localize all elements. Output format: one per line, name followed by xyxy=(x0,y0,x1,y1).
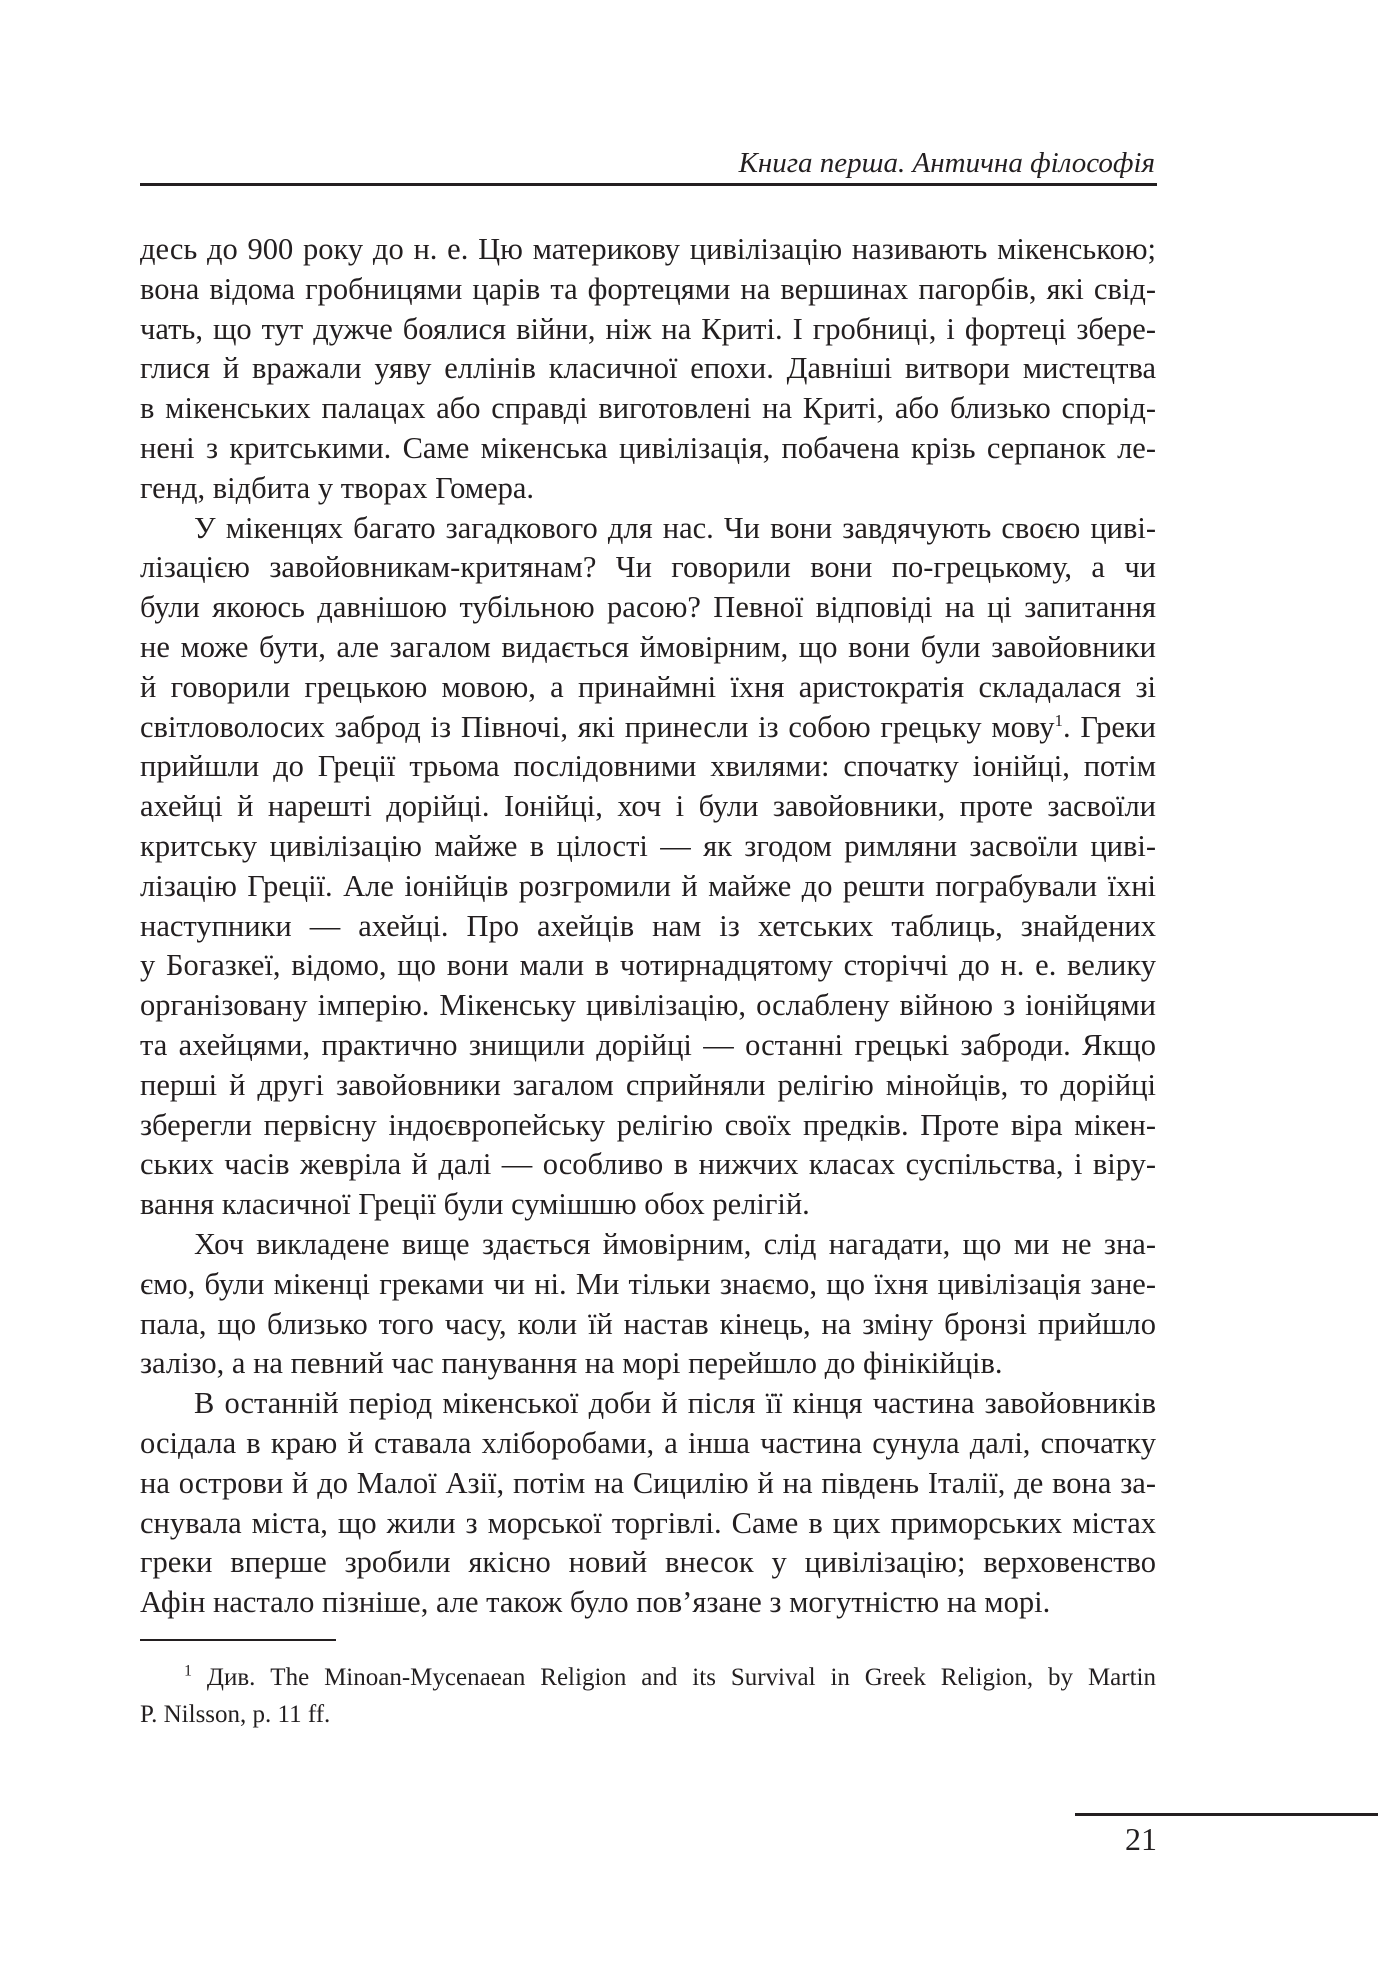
text-line: та ахейцями, практично знищили дорійці — останні грецькі заброди. Якщо xyxy=(140,1027,1156,1062)
text-line: снувала міста, що жили з морської торгівлі. Саме в цих приморських містах xyxy=(140,1505,1156,1540)
text-line: вання класичної Греції були сумішшю обох релігій. xyxy=(140,1187,810,1222)
footnote xyxy=(140,1659,1156,1733)
footnote-mark: 1 xyxy=(184,1662,192,1680)
text-line: наступники — ахейці. Про ахейців нам із хетських таблиць, знайдених xyxy=(140,908,1156,943)
text-line: У мікенцях багато загадкового для нас. Чи вони завдячують своєю циві- xyxy=(194,510,1156,545)
text-line: ахейці й нарешті дорійці. Іонійці, хоч і були завойовники, проте засвоїли xyxy=(140,789,1156,824)
footnote-rule xyxy=(140,1639,336,1641)
page-number: 21 xyxy=(1125,1821,1157,1857)
text-line: лізацію Греції. Але іонійців розгромили й майже до решти пограбували їхні xyxy=(140,868,1156,903)
text-segment: . Греки xyxy=(1063,709,1157,744)
text-line: десь до 900 року до н. е. Цю материкову цивілізацію називають мікенською; xyxy=(140,232,1156,266)
footnote-line xyxy=(140,1659,1156,1696)
text-line: критську цивілізацію майже в цілості — як згодом римляни засвоїли циві- xyxy=(140,828,1156,863)
text-line: організовану імперію. Мікенську цивілізацію, ослаблену війною з іонійцями xyxy=(140,988,1156,1023)
footnote-reference[interactable]: 1 xyxy=(1054,710,1063,730)
text-line: вона відома гробницями царів та фортецями на вершинах пагорбів, які свід- xyxy=(140,271,1156,306)
text-line: пала, що близько того часу, коли їй настав кінець, на зміну бронзі прийшло xyxy=(140,1306,1156,1341)
text-line: чать, що тут дужче боялися війни, ніж на Криті. І гробниці, і фортеці збере- xyxy=(140,311,1156,346)
text-line-with-footnote xyxy=(140,708,1156,748)
text-line: Афін настало пізніше, але також було пов’язане з могутністю на морі. xyxy=(140,1585,1051,1620)
text-line: перші й другі завойовники загалом сприйняли релігію мінойців, то дорійці xyxy=(140,1067,1156,1102)
text-line: лізацією завойовникам-критянам? Чи говорили вони по-грецькому, а чи xyxy=(140,550,1156,585)
header-rule xyxy=(140,183,1157,186)
text-line: не може бути, але загалом видається ймовірним, що вони були завойовники xyxy=(140,629,1156,664)
text-line: були якоюсь давнішою тубільною расою? Певної відповіді на ці запитання xyxy=(140,590,1156,625)
text-line: на острови й до Малої Азії, потім на Сицилію й на південь Італії, де вона за- xyxy=(140,1465,1156,1500)
folio-rule xyxy=(1075,1813,1378,1816)
text-line: у Богазкеї, відомо, що вони мали в чотирнадцятому сторіччі до н. е. велику xyxy=(140,948,1156,983)
text-line: глися й вражали уяву еллінів класичної епохи. Давніші витвори мистецтва xyxy=(140,351,1156,386)
text-line: генд, відбита у творах Гомера. xyxy=(140,470,535,505)
text-line: в мікенських палацах або справді виготовлені на Криті, або близько спорід- xyxy=(140,391,1156,426)
running-head: Книга перша. Антична філософія xyxy=(738,147,1155,179)
text-line: ємо, були мікенці греками чи ні. Ми тільки знаємо, що їхня цивілізація зане- xyxy=(140,1266,1156,1301)
text-line: нені з критськими. Саме мікенська цивілізація, побачена крізь серпанок ле- xyxy=(140,430,1156,465)
text-line: й говорили грецькою мовою, а принаймні їхня аристократія складалася зі xyxy=(140,669,1156,704)
body-text xyxy=(140,230,1156,1623)
footnote-text: Див. The Minoan-Mycenaean Religion and its Survival in Greek Religion, by Martin xyxy=(206,1664,1156,1691)
text-line: Хоч викладене вище здається ймовірним, слід нагадати, що ми не зна- xyxy=(194,1226,1156,1261)
footnote-line: P. Nilsson, p. 11 ff. xyxy=(140,1701,331,1728)
text-line: осідала в краю й ставала хліборобами, а інша частина сунула далі, спочатку xyxy=(140,1425,1156,1460)
text-line: залізо, а на певний час панування на морі перейшло до фінікійців. xyxy=(140,1346,1003,1381)
text-line: прийшли до Греції трьома послідовними хвилями: спочатку іонійці, потім xyxy=(140,749,1156,784)
text-line: зберегли первісну індоєвропейську релігію своїх предків. Проте віра мікен- xyxy=(140,1107,1156,1142)
text-line: ських часів жевріла й далі — особливо в нижчих класах суспільства, і віру- xyxy=(140,1147,1156,1182)
text-segment: світловолосих заброд із Півночі, які принесли із собою грецьку мову xyxy=(140,709,1055,744)
text-line: греки вперше зробили якісно новий внесок у цивілізацію; верховенство xyxy=(140,1545,1156,1580)
text-line: В останній період мікенської доби й після її кінця частина завойовників xyxy=(194,1386,1156,1421)
